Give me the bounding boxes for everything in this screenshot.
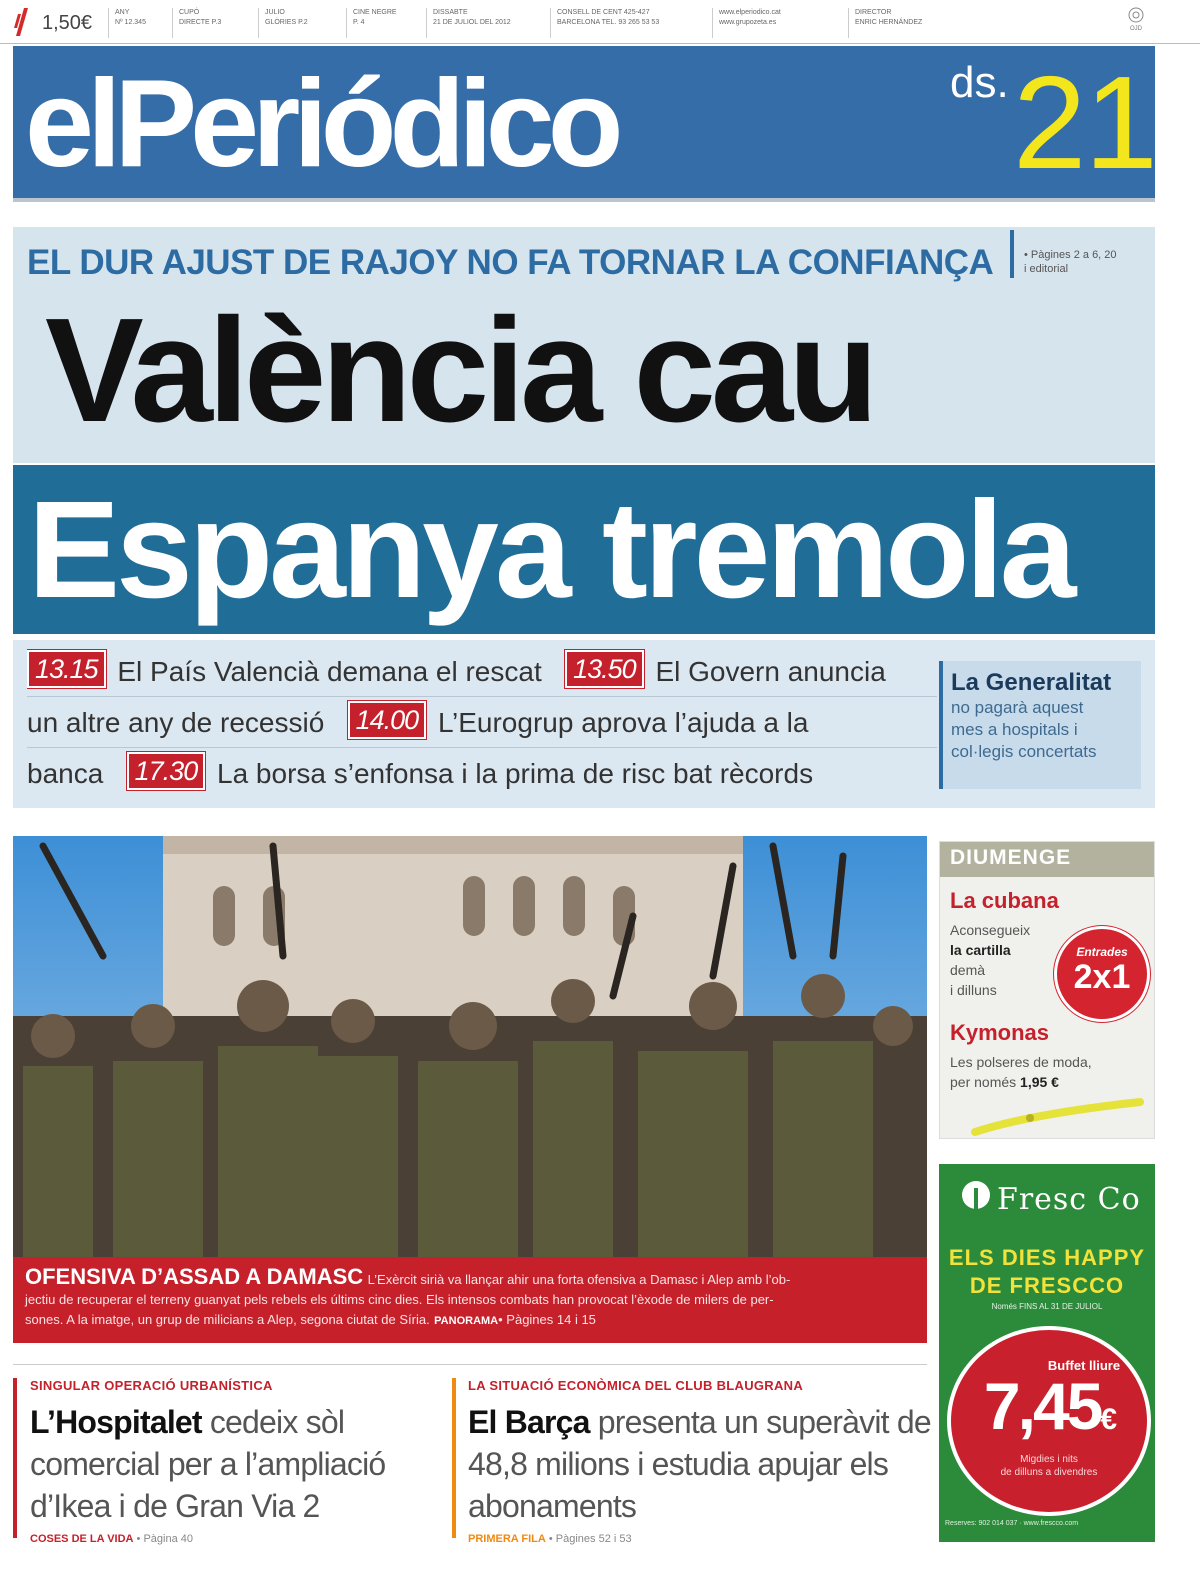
info-cell: ANY Nº 12.345 xyxy=(108,8,146,38)
info-cell: www.elperiodico.cat www.grupozeta.es xyxy=(712,8,781,38)
caption-title: OFENSIVA D’ASSAD A DAMASC xyxy=(25,1264,364,1289)
photo-caption xyxy=(13,1257,927,1343)
masthead xyxy=(13,46,1155,202)
story-kicker: SINGULAR OPERACIÓ URBANÍSTICA xyxy=(30,1378,273,1393)
fork-icon xyxy=(961,1180,991,1220)
timeline-text: La borsa s’enfonsa i la prima de risc bat rècords xyxy=(217,758,814,789)
generalitat-line: no pagarà aquest xyxy=(951,698,1084,717)
weekday-label: ds. xyxy=(950,58,1009,107)
militia-photo-illustration xyxy=(13,836,927,1257)
info-cell: DISSABTE 21 DE JULIOL DEL 2012 xyxy=(426,8,511,38)
timeline-text: un altre any de recessió xyxy=(27,707,325,738)
frescco-ad[interactable] xyxy=(939,1164,1155,1542)
ad-price-circle: Buffet lliure 7,45€ Migdies i nits de dilluns a divendres xyxy=(947,1326,1151,1516)
divider xyxy=(13,1364,927,1365)
offer-badge: Entrades 2x1 xyxy=(1054,926,1150,1022)
promo-title: Kymonas xyxy=(950,1020,1050,1045)
story-kicker: LA SITUACIÓ ECONÒMICA DEL CLUB BLAUGRANA xyxy=(468,1378,804,1393)
info-cell: CINE NEGRE P. 4 xyxy=(346,8,397,38)
time-badge: 13.50 xyxy=(565,650,644,688)
story-barca[interactable] xyxy=(468,1378,933,1545)
caption-pages: • Pàgines 14 i 15 xyxy=(498,1312,596,1327)
info-cell: DIRECTOR ENRIC HERNÁNDEZ xyxy=(848,8,922,38)
info-cell: CUPÓ DIRECTE P.3 xyxy=(172,8,221,38)
time-badge: 14.00 xyxy=(348,701,427,739)
story-headline: El Barça presenta un superàvit de 48,8 milions i estudia apujar els abonaments xyxy=(468,1404,931,1524)
seal-icon xyxy=(1125,6,1147,24)
catalan-flag-icon xyxy=(14,8,32,36)
caption-text: L’Exèrcit sirià va llançar ahir una forta ofensiva a Damasc i Alep amb l’ob- xyxy=(367,1272,791,1287)
top-info-strip xyxy=(0,0,1200,44)
time-badge: 17.30 xyxy=(127,752,206,790)
story-footer: COSES DE LA VIDA • Pàgina 40 xyxy=(30,1533,194,1545)
caption-text: sones. A la imatge, un grup de milicians a Alep, segona ciutat de Síria. xyxy=(25,1312,430,1327)
promo-text: Aconsegueix la cartilla demà i dilluns xyxy=(950,922,1031,998)
ad-dates: Només FINS AL 31 DE JULIOL xyxy=(991,1302,1103,1311)
story-accent-bar xyxy=(452,1378,456,1538)
generalitat-box[interactable] xyxy=(939,661,1141,789)
timeline-text: banca xyxy=(27,758,104,789)
story-headline: L’Hospitalet cedeix sòl comercial per a l’ampliació d’Ikea i de Gran Via 2 xyxy=(30,1404,386,1524)
promo-text: Les polseres de moda, per només 1,95 € xyxy=(950,1054,1092,1090)
promo-title: La cubana xyxy=(950,888,1059,913)
headline-kicker: EL DUR AJUST DE RAJOY NO FA TORNAR LA CONFIANÇA xyxy=(27,243,994,282)
generalitat-line: mes a hospitals i xyxy=(951,720,1078,739)
story-accent-bar xyxy=(13,1378,17,1538)
promo-header: DIUMENGE xyxy=(940,842,1154,877)
info-cell: CONSELL DE CENT 425-427 BARCELONA TEL. 93 265 53 53 xyxy=(550,8,659,38)
info-cell: JULIO GLÒRIES P.2 xyxy=(258,8,308,38)
main-headline-line1[interactable]: València cau xyxy=(45,288,874,453)
timeline-text: El País Valencià demana el rescat xyxy=(117,656,542,687)
generalitat-title: La Generalitat xyxy=(951,669,1112,696)
logo-subtitle xyxy=(141,61,161,191)
timeline-text: El Govern anuncia xyxy=(655,656,886,687)
story-footer: PRIMERA FILA • Pàgines 52 i 53 xyxy=(468,1533,632,1545)
timeline-row xyxy=(27,646,937,697)
news-photo[interactable] xyxy=(13,836,927,1257)
story-hospitalet[interactable] xyxy=(30,1378,460,1545)
timeline-list xyxy=(27,646,937,799)
cover-price: 1,50€ xyxy=(42,12,93,34)
timeline-row xyxy=(27,748,937,799)
generalitat-line: col·legis concertats xyxy=(951,742,1097,761)
ad-brand: Fresc Co xyxy=(997,1182,1141,1217)
caption-section: PANORAMA xyxy=(434,1315,499,1327)
timeline-text: L’Eurogrup aprova l’ajuda a la xyxy=(437,707,809,738)
sunday-promo[interactable] xyxy=(939,841,1155,1139)
ad-tagline: ELS DIES HAPPY DE FRESCCO xyxy=(948,1245,1146,1298)
day-number: 21 xyxy=(1013,49,1156,196)
divider xyxy=(1010,230,1014,278)
ad-footer: Reserves: 902 014 037 · www.frescco.com xyxy=(945,1520,1079,1527)
time-badge: 13.15 xyxy=(27,650,106,688)
timeline-row xyxy=(27,697,937,748)
ojd-seal: OJD xyxy=(1112,6,1160,38)
main-headline-line2[interactable]: Espanya tremola xyxy=(28,473,1073,627)
bracelet-icon xyxy=(970,1094,1150,1138)
newspaper-logo[interactable]: elPeriódico xyxy=(25,55,617,193)
caption-text: jectiu de recuperar el terreny guanyat pels rebels els últims cinc dies. Els intensos combats han provocat l’èxode de milers de per- xyxy=(25,1292,774,1307)
page-reference: • Pàgines 2 a 6, 20 i editorial xyxy=(1024,249,1117,275)
